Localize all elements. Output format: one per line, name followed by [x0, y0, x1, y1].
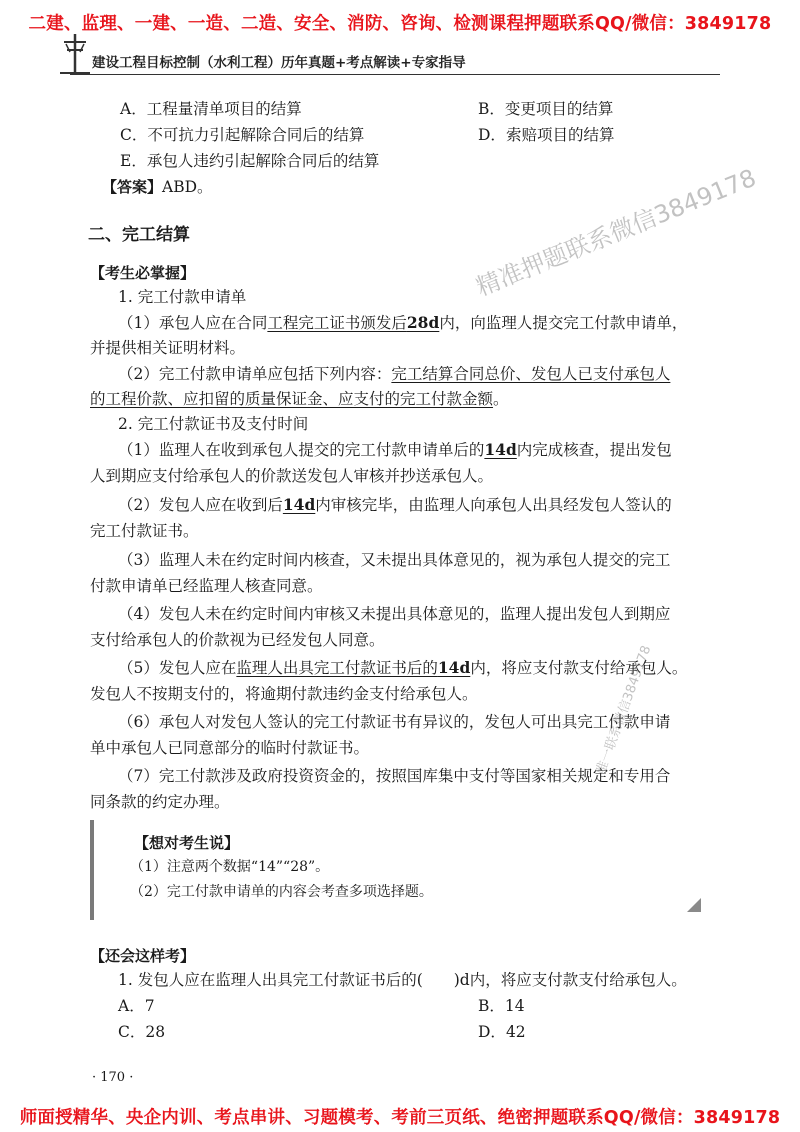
practice-option-a: A．7: [118, 997, 155, 1015]
para-6-line-2: 支付给承包人的价款视为已经发包人同意。: [90, 631, 385, 649]
prev-option-c: C．不可抗力引起解除合同后的结算: [120, 126, 365, 144]
must-know-tag: 【考生必掌握】: [90, 264, 196, 282]
prev-answer: 【答案】ABD。: [102, 178, 213, 196]
para-2-line-2: 的工程价款、应扣留的质量保证金、应支付的完工付款金额。: [90, 390, 509, 408]
para-6: （4）发包人未在约定时间内审核又未提出具体意见的，监理人提出发包人到期应: [118, 605, 671, 623]
prev-option-e: E．承包人违约引起解除合同后的结算: [120, 152, 380, 170]
tip-item-2: （2）完工付款申请单的内容会考查多项选择题。: [130, 884, 433, 900]
para-9-line-2: 同条款的约定办理。: [90, 793, 230, 811]
prev-option-a: A．工程量清单项目的结算: [120, 100, 302, 118]
section-title: 二、完工结算: [88, 225, 190, 245]
para-2: （2）完工付款申请单应包括下列内容：完工结算合同总价、发包人已支付承包人: [118, 365, 671, 383]
para-4-line-2: 完工付款证书。: [90, 522, 199, 540]
para-3-line-2: 人到期应支付给承包人的价款送发包人审核并抄送承包人。: [90, 467, 494, 485]
para-3: （1）监理人在收到承包人提交的完工付款申请单后的14d内完成核查，提出发包: [118, 440, 672, 459]
practice-question: 1. 发包人应在监理人出具完工付款证书后的( )d内，将应支付款支付给承包人。: [118, 971, 687, 989]
tip-box-bar: [90, 820, 94, 920]
practice-option-c: C．28: [118, 1023, 166, 1041]
subsection-1-title: 1. 完工付款申请单: [118, 288, 247, 306]
tip-item-1: （1）注意两个数据“14”“28”。: [130, 859, 330, 875]
para-4: （2）发包人应在收到后14d内审核完毕，由监理人向承包人出具经发包人签认的: [118, 495, 672, 514]
para-8-line-2: 单中承包人已同意部分的临时付款证书。: [90, 739, 370, 757]
top-ad-banner: 二建、监理、一建、一造、二造、安全、消防、咨询、检测课程押题联系QQ/微信：3849178: [28, 14, 772, 34]
practice-tag: 【还会这样考】: [90, 947, 196, 965]
header-logo-icon: [58, 32, 92, 76]
page-number: · 170 ·: [92, 1070, 134, 1085]
para-8: （6）承包人对发包人签认的完工付款证书有异议的，发包人可出具完工付款申请: [118, 713, 671, 731]
watermark-large: 精准押题联系微信3849178: [472, 163, 760, 302]
bottom-ad-banner: 师面授精华、央企内训、考点串讲、习题模考、考前三页纸、绝密押题联系QQ/微信：3849178: [19, 1108, 781, 1128]
para-1: （1）承包人应在合同工程完工证书颁发后28d内，向监理人提交完工付款申请单，: [118, 313, 688, 332]
practice-option-b: B．14: [478, 997, 525, 1015]
para-1-line-2: 并提供相关证明材料。: [90, 339, 246, 357]
prev-option-b: B．变更项目的结算: [478, 100, 614, 118]
subsection-2-title: 2. 完工付款证书及支付时间: [118, 415, 309, 433]
header-divider: [70, 74, 720, 75]
para-5: （3）监理人未在约定时间内核查，又未提出具体意见的，视为承包人提交的完工: [118, 551, 671, 569]
book-title: 建设工程目标控制（水利工程）历年真题+考点解读+专家指导: [92, 55, 466, 71]
practice-option-d: D．42: [478, 1023, 526, 1041]
prev-option-d: D．索赔项目的结算: [478, 126, 615, 144]
tip-title: 【想对考生说】: [134, 834, 240, 852]
para-5-line-2: 付款申请单已经监理人核查同意。: [90, 577, 323, 595]
corner-fold-icon: [685, 896, 703, 914]
watermark-small: 唯一联系微信3849178: [593, 643, 655, 777]
para-9: （7）完工付款涉及政府投资资金的，按照国库集中支付等国家相关规定和专用合: [118, 767, 671, 785]
para-7: （5）发包人应在监理人出具完工付款证书后的14d内，将应支付款支付给承包人。: [118, 658, 688, 677]
para-7-line-2: 发包人不按期支付的，将逾期付款违约金支付给承包人。: [90, 685, 478, 703]
